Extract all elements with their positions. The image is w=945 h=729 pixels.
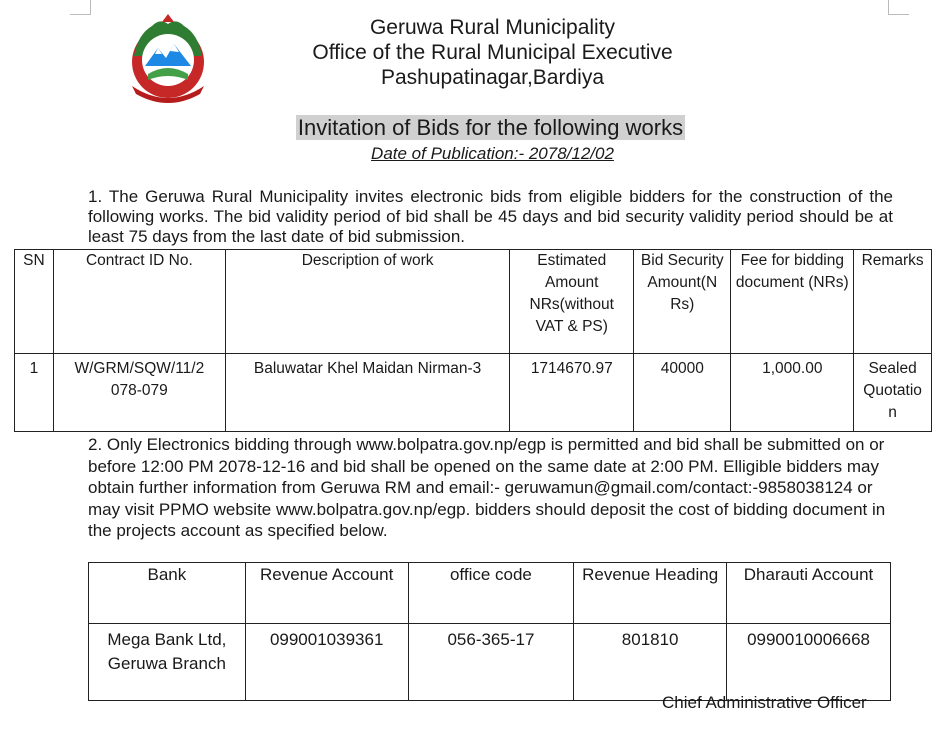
paragraph-1: 1. The Geruwa Rural Municipality invites electronic bids from eligible bidders for the construction of the following works. The bid validity period of bid shall be 45 days and bid security validity period should be at least 75 days from the last date of bid submission. <box>88 187 893 246</box>
col-header-sn: SN <box>15 250 54 354</box>
office-name: Office of the Rural Municipal Executive <box>312 41 673 64</box>
page-corner-mark-right <box>888 0 909 15</box>
cell-fee: 1,000.00 <box>731 354 854 432</box>
bank-table <box>88 562 891 701</box>
col-header-dharauti-account: Dharauti Account <box>727 563 891 624</box>
col-header-estimated-amount: Estimated Amount NRs(without VAT & PS) <box>510 250 634 354</box>
cell-description: Baluwatar Khel Maidan Nirman-3 <box>225 354 510 432</box>
col-header-bank: Bank <box>89 563 246 624</box>
table-row <box>15 354 932 432</box>
works-table-header-row <box>15 250 932 354</box>
cell-office-code: 056-365-17 <box>408 624 574 701</box>
paragraph-2: 2. Only Electronics bidding through www.bolpatra.gov.np/egp is permitted and bid shall be submitted on or before 12:00 PM 2078-12-16 and bid shall be opened on the same date at 2:00 PM. Elligible bidders may obtain further information from Geruwa RM and email:- geruwamun@gmail.com/contact:-9858038124 or may visit PPMO website www.bolpatra.gov.np/egp. bidders should deposit the cost of bidding document in the projects account as specified below. <box>88 435 886 540</box>
works-table <box>14 249 932 432</box>
cell-sn: 1 <box>15 354 54 432</box>
office-location: Pashupatinagar,Bardiya <box>381 66 604 89</box>
col-header-office-code: office code <box>408 563 574 624</box>
cell-revenue-heading: 801810 <box>574 624 727 701</box>
cell-revenue-account: 099001039361 <box>245 624 408 701</box>
col-header-revenue-account: Revenue Account <box>245 563 408 624</box>
col-header-description: Description of work <box>225 250 510 354</box>
col-header-fee: Fee for bidding document (NRs) <box>731 250 854 354</box>
col-header-bid-security: Bid Security Amount(N Rs) <box>634 250 731 354</box>
col-header-remarks: Remarks <box>854 250 932 354</box>
col-header-contract-id: Contract ID No. <box>53 250 225 354</box>
notice-title: Invitation of Bids for the following works <box>297 115 684 140</box>
cell-estimated-amount: 1714670.97 <box>510 354 634 432</box>
signature-title: Chief Administrative Officer <box>662 693 867 712</box>
cell-bank: Mega Bank Ltd, Geruwa Branch <box>89 624 246 701</box>
table-row <box>89 624 891 701</box>
page-corner-mark-left <box>70 0 91 15</box>
cell-contract-id: W/GRM/SQW/11/2 078-079 <box>53 354 225 432</box>
municipality-name: Geruwa Rural Municipality <box>369 16 616 39</box>
bank-table-header-row <box>89 563 891 624</box>
publication-date: Date of Publication:- 2078/12/02 <box>371 144 614 163</box>
cell-bid-security: 40000 <box>634 354 731 432</box>
col-header-revenue-heading: Revenue Heading <box>574 563 727 624</box>
cell-remarks: Sealed Quotatio n <box>854 354 932 432</box>
cell-dharauti-account: 0990010006668 <box>727 624 891 701</box>
